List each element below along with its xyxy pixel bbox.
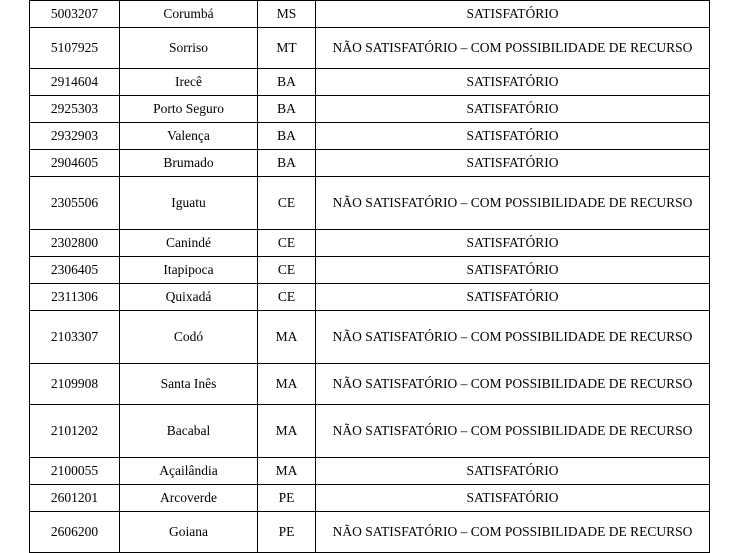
cell-code: 5107925: [30, 28, 120, 69]
cell-city: Itapipoca: [120, 257, 258, 284]
cell-status: SATISFATÓRIO: [316, 1, 710, 28]
cell-code: 2932903: [30, 123, 120, 150]
cell-status: NÃO SATISFATÓRIO – COM POSSIBILIDADE DE RECURSO: [316, 28, 710, 69]
results-table: [29, 0, 710, 553]
cell-uf: MA: [258, 458, 316, 485]
table-row: [30, 311, 710, 364]
cell-uf: CE: [258, 177, 316, 230]
table-row: [30, 150, 710, 177]
table-row: [30, 230, 710, 257]
cell-city: Codó: [120, 311, 258, 364]
cell-code: 2306405: [30, 257, 120, 284]
cell-code: 2305506: [30, 177, 120, 230]
cell-uf: CE: [258, 230, 316, 257]
cell-uf: MA: [258, 364, 316, 405]
cell-code: 5003207: [30, 1, 120, 28]
cell-uf: BA: [258, 69, 316, 96]
cell-city: Sorriso: [120, 28, 258, 69]
cell-code: 2904605: [30, 150, 120, 177]
table-row: [30, 69, 710, 96]
table-row: [30, 512, 710, 553]
table-row: [30, 485, 710, 512]
cell-code: 2100055: [30, 458, 120, 485]
cell-city: Porto Seguro: [120, 96, 258, 123]
cell-code: 2601201: [30, 485, 120, 512]
cell-status: SATISFATÓRIO: [316, 96, 710, 123]
cell-status: NÃO SATISFATÓRIO – COM POSSIBILIDADE DE RECURSO: [316, 512, 710, 553]
cell-status: SATISFATÓRIO: [316, 485, 710, 512]
cell-status: SATISFATÓRIO: [316, 458, 710, 485]
table-row: [30, 458, 710, 485]
cell-uf: MA: [258, 311, 316, 364]
cell-status: SATISFATÓRIO: [316, 230, 710, 257]
cell-status: SATISFATÓRIO: [316, 284, 710, 311]
cell-city: Santa Inês: [120, 364, 258, 405]
table-row: [30, 405, 710, 458]
cell-code: 2311306: [30, 284, 120, 311]
cell-city: Valença: [120, 123, 258, 150]
cell-city: Iguatu: [120, 177, 258, 230]
table-row: [30, 28, 710, 69]
cell-status: NÃO SATISFATÓRIO – COM POSSIBILIDADE DE RECURSO: [316, 364, 710, 405]
cell-city: Brumado: [120, 150, 258, 177]
cell-uf: PE: [258, 485, 316, 512]
cell-uf: CE: [258, 257, 316, 284]
cell-city: Canindé: [120, 230, 258, 257]
cell-city: Açailândia: [120, 458, 258, 485]
cell-uf: CE: [258, 284, 316, 311]
table-row: [30, 96, 710, 123]
table-row: [30, 1, 710, 28]
table-row: [30, 257, 710, 284]
cell-code: 2914604: [30, 69, 120, 96]
cell-status: SATISFATÓRIO: [316, 257, 710, 284]
cell-code: 2109908: [30, 364, 120, 405]
cell-city: Bacabal: [120, 405, 258, 458]
cell-code: 2925303: [30, 96, 120, 123]
cell-uf: BA: [258, 96, 316, 123]
cell-uf: MA: [258, 405, 316, 458]
cell-uf: BA: [258, 150, 316, 177]
cell-code: 2606200: [30, 512, 120, 553]
cell-city: Corumbá: [120, 1, 258, 28]
cell-status: NÃO SATISFATÓRIO – COM POSSIBILIDADE DE RECURSO: [316, 177, 710, 230]
cell-city: Goiana: [120, 512, 258, 553]
cell-status: SATISFATÓRIO: [316, 69, 710, 96]
table-row: [30, 284, 710, 311]
cell-code: 2103307: [30, 311, 120, 364]
cell-code: 2302800: [30, 230, 120, 257]
cell-status: NÃO SATISFATÓRIO – COM POSSIBILIDADE DE RECURSO: [316, 405, 710, 458]
cell-status: NÃO SATISFATÓRIO – COM POSSIBILIDADE DE RECURSO: [316, 311, 710, 364]
table-row: [30, 123, 710, 150]
table-row: [30, 177, 710, 230]
cell-city: Quixadá: [120, 284, 258, 311]
table-row: [30, 364, 710, 405]
cell-uf: MS: [258, 1, 316, 28]
cell-uf: BA: [258, 123, 316, 150]
cell-code: 2101202: [30, 405, 120, 458]
cell-city: Arcoverde: [120, 485, 258, 512]
cell-uf: PE: [258, 512, 316, 553]
table-body: [30, 1, 710, 553]
cell-status: SATISFATÓRIO: [316, 123, 710, 150]
cell-uf: MT: [258, 28, 316, 69]
cell-city: Irecê: [120, 69, 258, 96]
cell-status: SATISFATÓRIO: [316, 150, 710, 177]
